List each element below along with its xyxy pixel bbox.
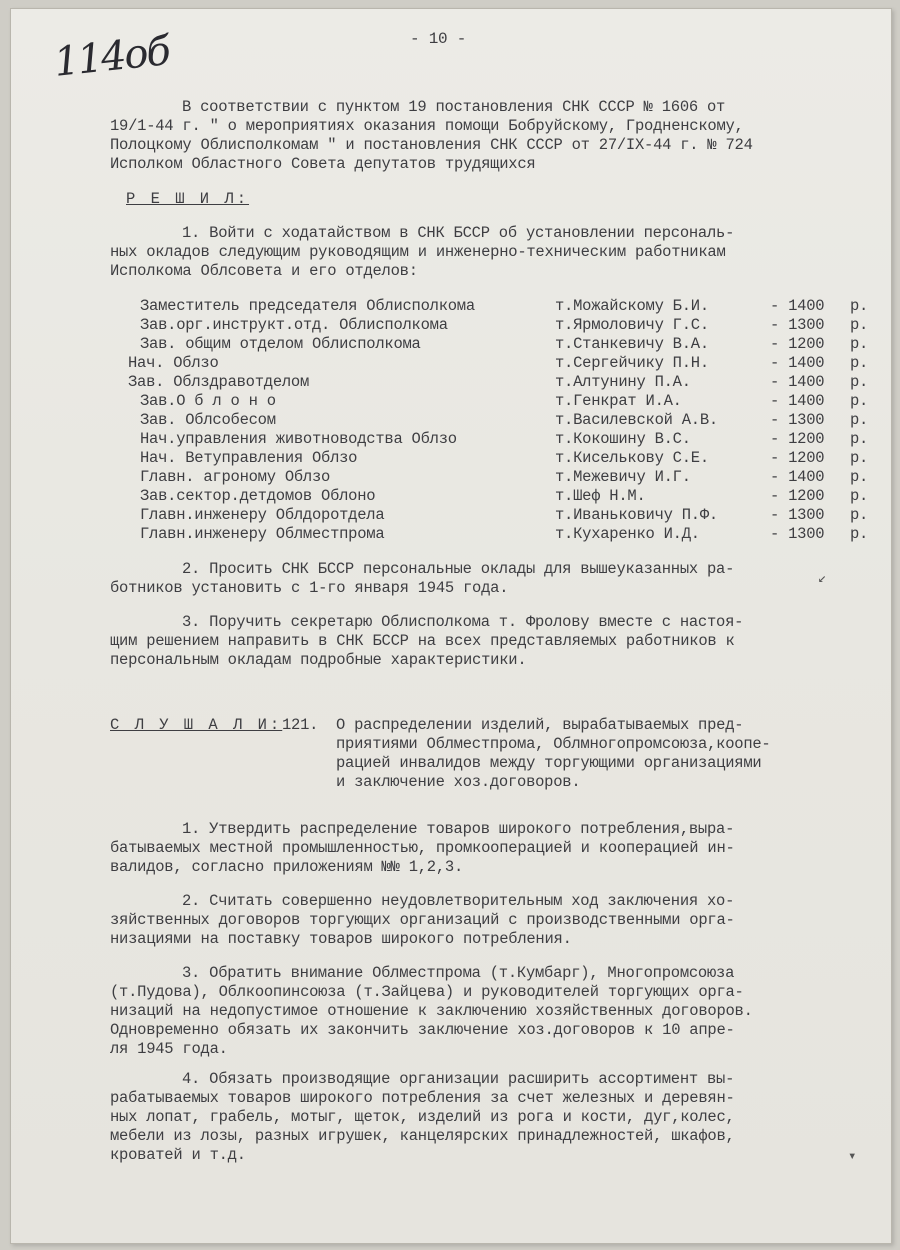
heard-heading: С Л У Ш А Л И:: [110, 716, 283, 734]
p4-line-5: кроватей и т.д.: [110, 1146, 246, 1164]
salary-unit: р.: [850, 487, 869, 505]
salary-position: Главн.инженеру Облместпрома: [140, 525, 385, 543]
intro-line-3: Полоцкому Облисполкомам " и постановления СНК СССР от 27/IX-44 г. № 724: [110, 136, 753, 154]
item2-line-2: ботников установить с 1-го января 1945 года.: [110, 579, 509, 597]
salary-name: т.Можайскому Б.И.: [555, 297, 709, 315]
item3-line-3: персональным окладам подробные характеристики.: [110, 651, 527, 669]
salary-name: т.Алтунину П.А.: [555, 373, 691, 391]
heard-number: 121.: [282, 716, 319, 734]
salary-unit: р.: [850, 411, 869, 429]
salary-position: Зав.О б л о н о: [140, 392, 276, 410]
salary-unit: р.: [850, 525, 869, 543]
item3-line-1: 3. Поручить секретарю Облисполкома т. Фролову вместе с настоя-: [182, 613, 744, 631]
salary-amount: - 1400: [770, 354, 825, 372]
salary-unit: р.: [850, 297, 869, 315]
salary-name: т.Кокошину В.С.: [555, 430, 691, 448]
item1-line-1: 1. Войти с ходатайством в СНК БССР об установлении персональ-: [182, 224, 735, 242]
salary-amount: - 1400: [770, 468, 825, 486]
heard-text-line-2: приятиями Облместпрома, Облмногопромсоюза,коопе-: [336, 735, 771, 753]
p1-line-1: 1. Утвердить распределение товаров широкого потребления,выра-: [182, 820, 735, 838]
heard-text-line-3: рацией инвалидов между торгующими организациями: [336, 754, 762, 772]
salary-name: т.Сергейчику П.Н.: [555, 354, 709, 372]
salary-unit: р.: [850, 392, 869, 410]
p1-line-3: валидов, согласно приложениям №№ 1,2,3.: [110, 858, 464, 876]
intro-line-1: В соответствии с пунктом 19 постановления СНК СССР № 1606 от: [182, 98, 726, 116]
salary-position: Зав. Облздравотделом: [128, 373, 310, 391]
page-number: - 10 -: [410, 30, 467, 48]
item1-line-2: ных окладов следующим руководящим и инженерно-техническим работникам: [110, 243, 726, 261]
salary-amount: - 1300: [770, 411, 825, 429]
salary-position: Зав.сектор.детдомов Облоно: [140, 487, 376, 505]
salary-amount: - 1300: [770, 506, 825, 524]
salary-amount: - 1300: [770, 316, 825, 334]
resolved-heading: Р Е Ш И Л:: [126, 190, 250, 208]
p4-line-1: 4. Обязать производящие организации расширить ассортимент вы-: [182, 1070, 735, 1088]
salary-unit: р.: [850, 449, 869, 467]
item3-line-2: щим решением направить в СНК БССР на всех представляемых работников к: [110, 632, 735, 650]
p4-line-2: рабатываемых товаров широкого потребления за счет железных и деревян-: [110, 1089, 735, 1107]
salary-position: Главн.инженеру Облдоротдела: [140, 506, 385, 524]
salary-position: Нач. Облзо: [128, 354, 219, 372]
salary-name: т.Межевичу И.Г.: [555, 468, 691, 486]
salary-name: т.Иваньковичу П.Ф.: [555, 506, 718, 524]
p3-line-3: низаций на недопустимое отношение к заключению хозяйственных договоров.: [110, 1002, 753, 1020]
p3-line-5: ля 1945 года.: [110, 1040, 228, 1058]
salary-amount: - 1200: [770, 335, 825, 353]
heard-text-line-1: О распределении изделий, вырабатываемых пред-: [336, 716, 744, 734]
margin-dot-icon: ▾: [848, 1149, 857, 1165]
p3-line-2: (т.Пудова), Облкоопинсоюза (т.Зайцева) и руководителей торгующих орга-: [110, 983, 744, 1001]
salary-position: Нач.управления животноводства Облзо: [140, 430, 457, 448]
salary-name: т.Ярмоловичу Г.С.: [555, 316, 709, 334]
salary-unit: р.: [850, 316, 869, 334]
salary-position: Зав. Облсобесом: [140, 411, 276, 429]
salary-name: т.Кисельковy С.Е.: [555, 449, 709, 467]
salary-name: т.Василевской А.В.: [555, 411, 718, 429]
p2-line-2: зяйственных договоров торгующих организаций с производственными орга-: [110, 911, 735, 929]
item2-line-1: 2. Просить СНК БССР персональные оклады для вышеуказанных ра-: [182, 560, 735, 578]
heard-text-line-4: и заключение хоз.договоров.: [336, 773, 581, 791]
salary-position: Нач. Ветуправления Облзо: [140, 449, 358, 467]
salary-amount: - 1400: [770, 392, 825, 410]
intro-line-2: 19/1-44 г. " о мероприятиях оказания помощи Бобруйскому, Гродненскому,: [110, 117, 744, 135]
handwritten-folio-number: 114об: [51, 28, 171, 86]
salary-amount: - 1400: [770, 297, 825, 315]
p4-line-4: мебели из лозы, разных игрушек, канцелярских принадлежностей, шкафов,: [110, 1127, 735, 1145]
salary-position: Заместитель председателя Облисполкома: [140, 297, 475, 315]
salary-position: Зав. общим отделом Облисполкома: [140, 335, 421, 353]
p4-line-3: ных лопат, грабель, мотыг, щеток, изделий из рога и кости, дуг,колес,: [110, 1108, 735, 1126]
margin-tick-icon: ↙: [818, 571, 827, 587]
salary-unit: р.: [850, 506, 869, 524]
salary-amount: - 1200: [770, 430, 825, 448]
p3-line-4: Одновременно обязать их закончить заключение хоз.договоров к 10 апре-: [110, 1021, 735, 1039]
document-page: [10, 8, 892, 1244]
salary-amount: - 1400: [770, 373, 825, 391]
salary-unit: р.: [850, 373, 869, 391]
salary-name: т.Генкрат И.А.: [555, 392, 682, 410]
salary-name: т.Шеф Н.М.: [555, 487, 646, 505]
salary-name: т.Кухаренко И.Д.: [555, 525, 700, 543]
p2-line-3: низациями на поставку товаров широкого потребления.: [110, 930, 572, 948]
salary-unit: р.: [850, 468, 869, 486]
salary-amount: - 1200: [770, 487, 825, 505]
intro-line-4: Исполком Областного Совета депутатов трудящихся: [110, 155, 536, 173]
p1-line-2: батываемых местной промышленностью, промкооперацией и кооперацией ин-: [110, 839, 735, 857]
salary-position: Зав.орг.инструкт.отд. Облисполкома: [140, 316, 448, 334]
salary-unit: р.: [850, 335, 869, 353]
salary-unit: р.: [850, 354, 869, 372]
salary-position: Главн. агроному Облзо: [140, 468, 331, 486]
p3-line-1: 3. Обратить внимание Облместпрома (т.Кумбарг), Многопромсоюза: [182, 964, 735, 982]
salary-amount: - 1300: [770, 525, 825, 543]
salary-amount: - 1200: [770, 449, 825, 467]
p2-line-1: 2. Считать совершенно неудовлетворительным ход заключения хо-: [182, 892, 735, 910]
salary-unit: р.: [850, 430, 869, 448]
item1-line-3: Исполкома Облсовета и его отделов:: [110, 262, 418, 280]
salary-name: т.Станкевичу В.А.: [555, 335, 709, 353]
